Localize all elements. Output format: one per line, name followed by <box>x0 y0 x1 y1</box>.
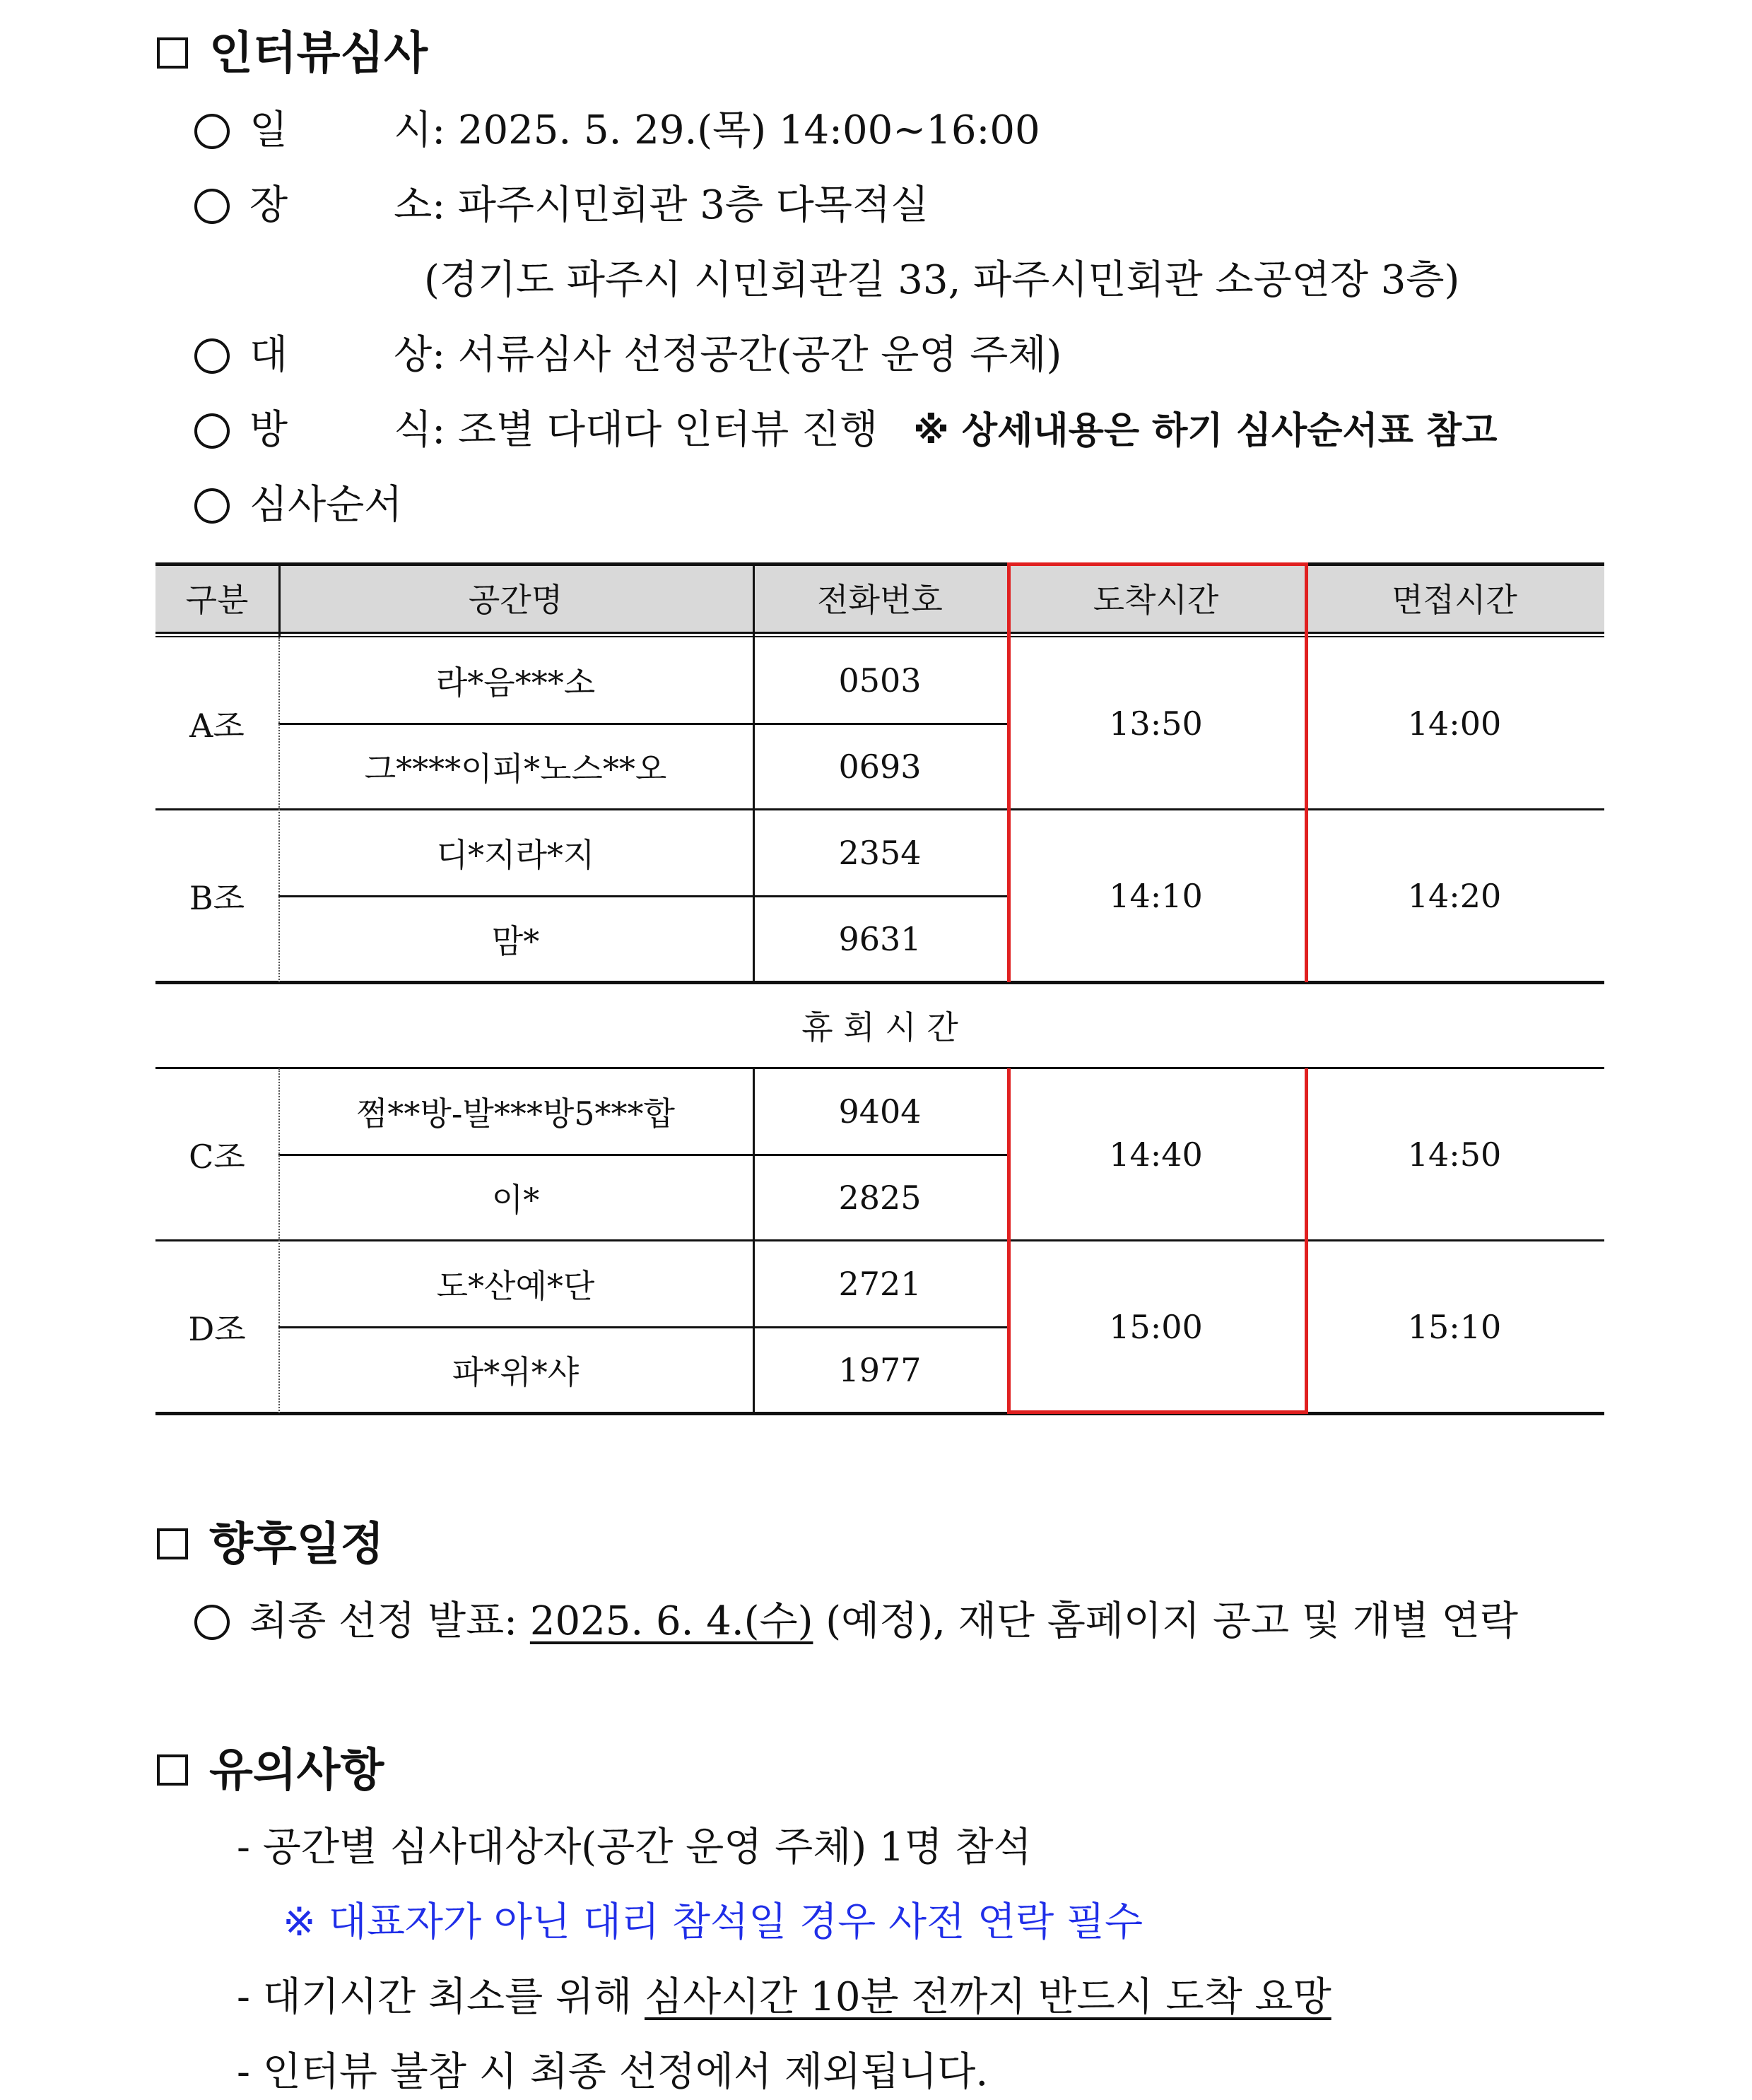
schedule-table <box>155 562 1604 1414</box>
phone-cell: 9631 <box>838 920 922 958</box>
table-header-cell: 면접시간 <box>1392 581 1517 619</box>
table-header-cell: 구분 <box>185 581 249 619</box>
space-name-cell: 이* <box>491 1181 540 1219</box>
checkbox-square-icon <box>157 1528 188 1559</box>
arrival-requirement: 심사시간 10분 전까지 반드시 도착 요망 <box>645 1974 1331 2020</box>
circle-bullet-icon <box>194 114 230 149</box>
arrival-highlight-right <box>1305 1068 1308 1413</box>
checkbox-square-icon <box>157 37 188 69</box>
circle-bullet-icon <box>194 413 230 449</box>
circle-bullet-icon <box>194 1605 230 1640</box>
phone-cell: 0503 <box>838 661 922 700</box>
header-bottom-border <box>155 632 1604 634</box>
inner-row-border <box>278 1326 1007 1328</box>
item-method: 방 식: 조별 다대다 인터뷰 진행 ※ 상세내용은 하기 심사순서표 참고 <box>194 406 1497 456</box>
interview-time-cell: 14:20 <box>1407 877 1502 915</box>
phone-cell: 9404 <box>838 1092 922 1131</box>
arrival-time-cell: 14:10 <box>1109 877 1203 915</box>
group-label: C조 <box>189 1138 245 1176</box>
table-header-cell: 전화번호 <box>817 581 943 619</box>
phone-cell: 1977 <box>838 1351 922 1389</box>
space-name-cell: 파*위*샤 <box>452 1353 580 1391</box>
interview-time-cell: 14:50 <box>1407 1135 1502 1174</box>
interview-time-cell: 15:10 <box>1407 1308 1502 1346</box>
group-bottom-border <box>155 1412 1604 1415</box>
section-title-interview: 인터뷰심사 <box>157 25 428 82</box>
item-date: 일 시: 2025. 5. 29.(목) 14:00~16:00 <box>194 106 1040 155</box>
item-place: 장 소: 파주시민회관 3층 다목적실 <box>194 181 929 230</box>
item-order: 심사순서 <box>194 480 402 530</box>
note-line-2: ※ 대표자가 아닌 대리 참석일 경우 사전 연락 필수 <box>283 1899 1143 1945</box>
group-label: B조 <box>189 879 245 917</box>
column-border <box>753 562 755 637</box>
column-border <box>1305 562 1308 637</box>
inner-row-border <box>278 1154 1007 1156</box>
column-border <box>753 1068 755 1413</box>
arrival-highlight-top <box>1007 562 1308 566</box>
row-border <box>155 982 1604 984</box>
table-header-cell: 공간명 <box>468 581 563 619</box>
circle-bullet-icon <box>194 488 230 524</box>
announcement-date: 2025. 6. 4.(수) <box>529 1598 813 1644</box>
table-header-cell: 도착시간 <box>1093 581 1219 619</box>
column-border <box>278 562 281 637</box>
space-name-cell: 라*음***소 <box>435 663 596 702</box>
section-title-notes: 유의사항 <box>157 1742 384 1799</box>
arrival-highlight-left <box>1007 637 1011 982</box>
phone-cell: 2354 <box>838 834 922 872</box>
section-title-schedule: 향후일정 <box>157 1516 384 1573</box>
circle-bullet-icon <box>194 338 230 374</box>
space-name-cell: 맘* <box>491 922 540 960</box>
circle-bullet-icon <box>194 189 230 224</box>
space-name-cell: 쩜**방-발***방5***합 <box>356 1095 675 1133</box>
item-target: 대 상: 서류심사 선정공간(공간 운영 주체) <box>194 331 1062 380</box>
checkbox-square-icon <box>157 1754 188 1786</box>
method-note: ※ 상세내용은 하기 심사순서표 참고 <box>913 410 1498 452</box>
phone-cell: 2721 <box>838 1265 922 1303</box>
schedule-item: 최종 선정 발표: 2025. 6. 4.(수) (예정), 재단 홈페이지 공고 및 개별 연락 <box>194 1597 1518 1646</box>
phone-cell: 0693 <box>838 748 922 786</box>
space-name-cell: 디*지라*지 <box>436 836 595 874</box>
arrival-highlight-right <box>1305 637 1308 982</box>
interview-time-cell: 14:00 <box>1407 704 1502 743</box>
inner-row-border <box>278 723 1007 725</box>
arrival-time-cell: 13:50 <box>1109 704 1203 743</box>
space-name-cell: 도*산예*단 <box>436 1267 595 1305</box>
note-line-4: - 인터뷰 불참 시 최종 선정에서 제외됩니다. <box>237 2049 989 2095</box>
arrival-highlight-left <box>1007 1068 1011 1413</box>
column-border <box>1007 562 1011 637</box>
column-border-dotted <box>278 1068 281 1413</box>
arrival-time-cell: 14:40 <box>1109 1135 1203 1174</box>
arrival-time-cell: 15:00 <box>1109 1308 1203 1346</box>
space-name-cell: 그****이피*노스**오 <box>364 750 667 788</box>
column-border-dotted <box>278 637 281 982</box>
note-line-3: - 대기시간 최소를 위해 심사시간 10분 전까지 반드시 도착 요망 <box>237 1974 1331 2020</box>
group-label: A조 <box>189 707 245 745</box>
group-label: D조 <box>188 1310 246 1348</box>
arrival-highlight-bottom <box>1007 1410 1308 1414</box>
phone-cell: 2825 <box>838 1179 922 1217</box>
inner-row-border <box>278 895 1007 897</box>
item-place-address: (경기도 파주시 시민회관길 33, 파주시민회관 소공연장 3층) <box>424 257 1460 303</box>
break-row: 휴 회 시 간 <box>801 1008 958 1046</box>
table-top-border <box>155 562 1604 566</box>
column-border <box>753 637 755 982</box>
note-line-1: - 공간별 심사대상자(공간 운영 주체) 1명 참석 <box>237 1824 1032 1870</box>
